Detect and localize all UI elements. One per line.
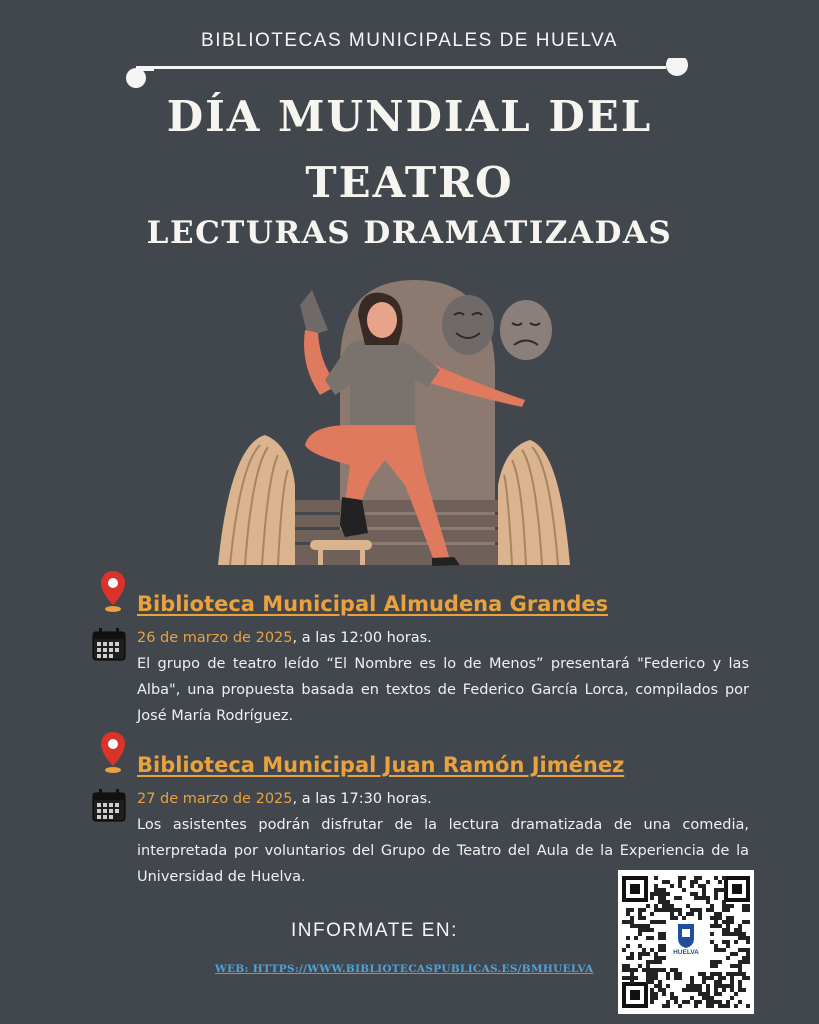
- info-label: INFORMATE EN:: [291, 920, 458, 941]
- organization-name: BIBLIOTECAS MUNICIPALES DE HUELVA: [201, 30, 618, 51]
- event-description-2: Los asistentes podrán disfrutar de la lectura dramatizada de una comedia, interpretada por voluntarios del Grupo de Teatro del Aula de la Experiencia de la Universidad de Huelva.: [137, 817, 749, 885]
- divider-line: [124, 58, 690, 88]
- qr-code[interactable]: [618, 870, 754, 1014]
- title-line-1: DÍA MUNDIAL DEL: [166, 92, 653, 141]
- event-date-line-2: [137, 791, 432, 807]
- venue-title-2[interactable]: Biblioteca Municipal Juan Ramón Jiménez: [137, 753, 625, 777]
- website-link[interactable]: WEB: HTTPS://WWW.BIBLIOTECASPUBLICAS.ES/BMHUELVA: [215, 963, 594, 975]
- qr-logo-label: HUELVA: [673, 949, 699, 956]
- calendar-icon: [92, 789, 126, 823]
- event-time-1: , a las 12:00 horas.: [292, 630, 432, 646]
- location-pin-icon: [99, 569, 127, 613]
- theater-illustration: [210, 275, 580, 575]
- event-date-2: 27 de marzo de 2025: [137, 791, 293, 807]
- title-line-2: TEATRO: [305, 158, 514, 207]
- event-time-2: , a las 17:30 horas.: [292, 791, 432, 807]
- subtitle: LECTURAS DRAMATIZADAS: [146, 215, 673, 251]
- event-date-1: 26 de marzo de 2025: [137, 630, 293, 646]
- calendar-icon: [92, 628, 126, 662]
- venue-title-1[interactable]: Biblioteca Municipal Almudena Grandes: [137, 592, 609, 616]
- event-description-1: El grupo de teatro leído “El Nombre es lo de Menos” presentará "Federico y las Alba", una propuesta basada en textos de Federico García Lorca, compilados por José María Rodríguez.: [137, 656, 749, 724]
- location-pin-icon: [99, 730, 127, 774]
- event-date-line-1: [137, 630, 432, 646]
